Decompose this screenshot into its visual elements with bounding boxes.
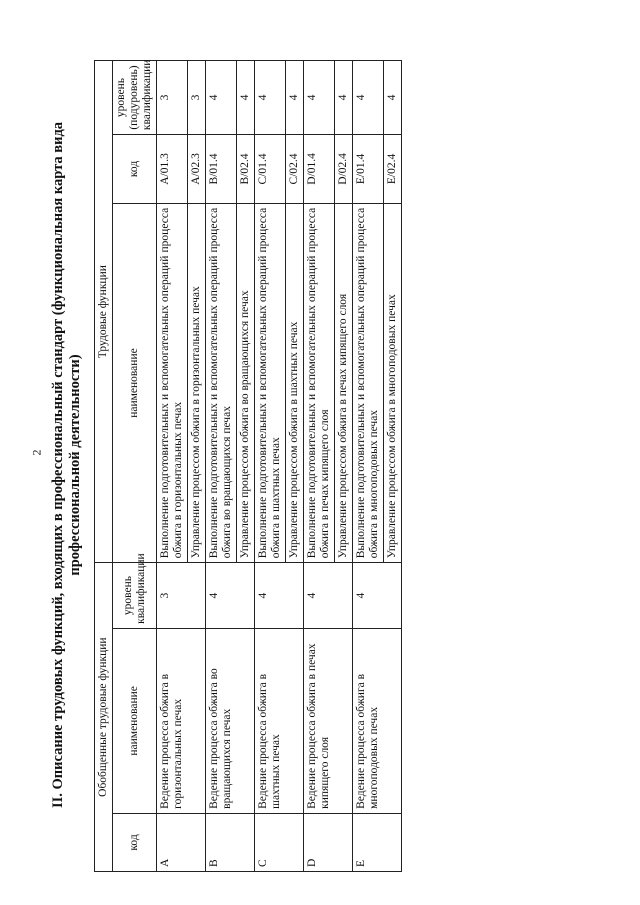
function-code: C/01.4: [255, 135, 286, 204]
table-body: [157, 61, 402, 872]
function-code: E/02.4: [384, 135, 402, 204]
function-name: Выполнение подготовительных и вспомогательных операций процесса обжига в шахтных печах: [255, 203, 286, 562]
labor-functions-table: [94, 60, 402, 872]
group-code: C: [255, 813, 304, 871]
group-name: Ведение процесса обжига в многоподовых печах: [353, 628, 402, 813]
function-level: 4: [304, 61, 335, 135]
function-name: Управление процессом обжига в горизонтальных печах: [188, 203, 206, 562]
header-code: код: [113, 813, 157, 871]
group-code: E: [353, 813, 402, 871]
header-function-name: наименование: [113, 203, 157, 562]
function-name: Управление процессом обжига в многоподовых печах: [384, 203, 402, 562]
header-function-code: код: [113, 135, 157, 204]
function-code: B/01.4: [206, 135, 237, 204]
table-row: [353, 61, 384, 872]
function-code: C/02.4: [286, 135, 304, 204]
table-row: [157, 61, 188, 872]
table-subheader-row: [113, 61, 157, 872]
header-generalized-functions: Обобщенные трудовые функции: [95, 563, 113, 872]
group-name: Ведение процесса обжига в печах кипящего слоя: [304, 628, 353, 813]
group-code: B: [206, 813, 255, 871]
section-heading: II. Описание трудовых функций, входящих в профессиональный стандарт (функциональная карта вида профессиональной деятельности): [50, 121, 83, 809]
function-name: Выполнение подготовительных и вспомогательных операций процесса обжига в печах кипящего слоя: [304, 203, 335, 562]
function-code: A/02.3: [188, 135, 206, 204]
header-qualification-level: уровень квалификации: [113, 563, 157, 629]
function-level: 3: [157, 61, 188, 135]
page-number: 2: [29, 449, 44, 456]
function-name: Управление процессом обжига в шахтных печах: [286, 203, 304, 562]
function-level: 4: [286, 61, 304, 135]
function-level: 4: [384, 61, 402, 135]
group-level: 4: [255, 563, 304, 629]
group-name: Ведение процесса обжига в шахтных печах: [255, 628, 304, 813]
group-level: 4: [206, 563, 255, 629]
group-level: 3: [157, 563, 206, 629]
header-sublevel: уровень (подуровень) квалификации: [113, 61, 157, 135]
function-level: 4: [353, 61, 384, 135]
function-level: 4: [206, 61, 237, 135]
table-row: [255, 61, 286, 872]
function-level: 4: [255, 61, 286, 135]
group-name: Ведение процесса обжига в горизонтальных печах: [157, 628, 206, 813]
function-name: Управление процессом обжига во вращающихся печах: [237, 203, 255, 562]
group-code: D: [304, 813, 353, 871]
group-level: 4: [304, 563, 353, 629]
header-name: наименование: [113, 628, 157, 813]
group-code: A: [157, 813, 206, 871]
table-row: [206, 61, 237, 872]
table-row: [304, 61, 335, 872]
group-level: 4: [353, 563, 402, 629]
header-labor-functions: Трудовые функции: [95, 61, 113, 563]
function-level: 4: [237, 61, 255, 135]
function-code: D/01.4: [304, 135, 335, 204]
function-name: Выполнение подготовительных и вспомогательных операций процесса обжига в многоподовых печах: [353, 203, 384, 562]
function-code: E/01.4: [353, 135, 384, 204]
function-code: D/02.4: [335, 135, 353, 204]
function-name: Выполнение подготовительных и вспомогательных операций процесса обжига в горизонтальных печах: [157, 203, 188, 562]
function-name: Выполнение подготовительных и вспомогательных операций процесса обжига во вращающихся печах: [206, 203, 237, 562]
function-name: Управление процессом обжига в печах кипящего слоя: [335, 203, 353, 562]
function-code: A/01.3: [157, 135, 188, 204]
function-code: B/02.4: [237, 135, 255, 204]
function-level: 3: [188, 61, 206, 135]
function-level: 4: [335, 61, 353, 135]
group-name: Ведение процесса обжига во вращающихся печах: [206, 628, 255, 813]
table-header-row: [95, 61, 113, 872]
rotated-document: [50, 50, 630, 880]
